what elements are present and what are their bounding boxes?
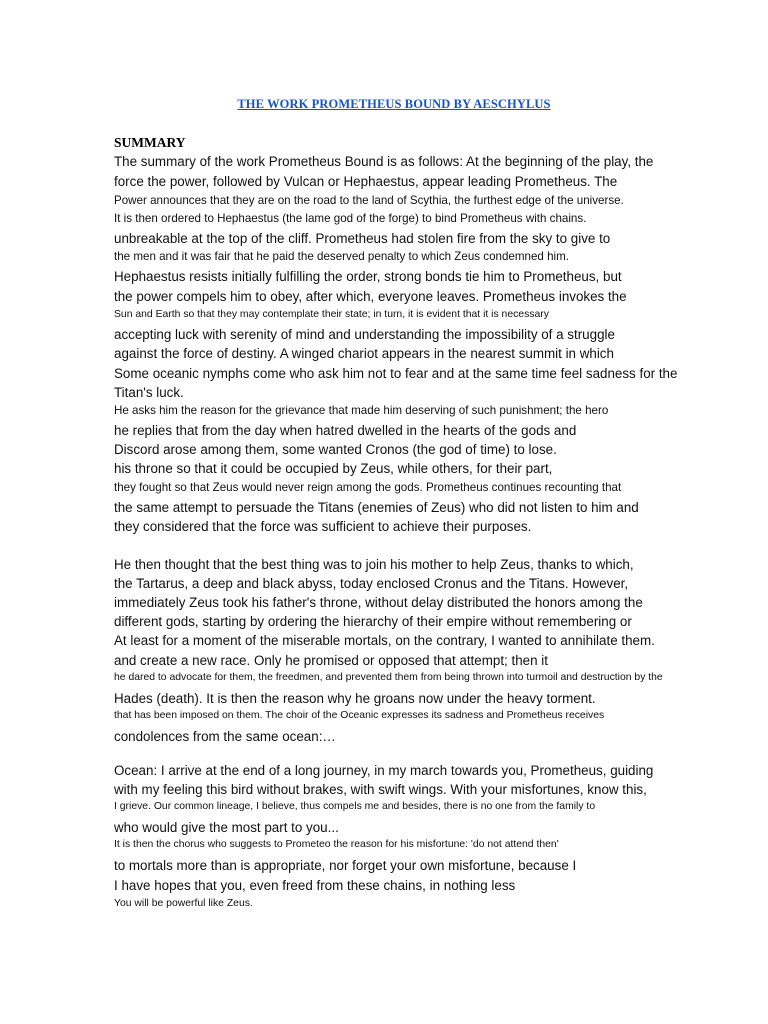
text-line: the Tartarus, a deep and black abyss, today enclosed Cronus and the Titans. However, — [114, 576, 629, 591]
text-line: The summary of the work Prometheus Bound is as follows: At the beginning of the play, the — [114, 154, 654, 169]
document-title[interactable]: THE WORK PROMETHEUS BOUND BY AESCHYLUS — [237, 97, 551, 111]
text-line: the power compels him to obey, after which, everyone leaves. Prometheus invokes the — [114, 289, 627, 304]
text-line: the men and it was fair that he paid the deserved penalty to which Zeus condemned him. — [114, 250, 569, 263]
text-line: Sun and Earth so that they may contemplate their state; in turn, it is evident that it is necessary — [114, 309, 549, 320]
text-line: against the force of destiny. A winged chariot appears in the nearest summit in which — [114, 346, 614, 361]
text-line: his throne so that it could be occupied by Zeus, while others, for their part, — [114, 461, 553, 476]
text-line: Ocean: I arrive at the end of a long journey, in my march towards you, Prometheus, guiding — [114, 763, 654, 778]
text-line: with my feeling this bird without brakes, with swift wings. With your misfortunes, know this, — [114, 782, 647, 797]
text-line: He asks him the reason for the grievance that made him deserving of such punishment; the hero — [114, 404, 609, 417]
text-line: different gods, starting by ordering the hierarchy of their empire without remembering or — [114, 614, 632, 629]
text-line: he dared to advocate for them, the freedmen, and prevented them from being thrown into turmoil and destruction by the — [114, 672, 663, 683]
text-line: accepting luck with serenity of mind and understanding the impossibility of a struggle — [114, 327, 615, 342]
text-line: force the power, followed by Vulcan or Hephaestus, appear leading Prometheus. The — [114, 174, 618, 189]
text-line: the same attempt to persuade the Titans (enemies of Zeus) who did not listen to him and — [114, 500, 639, 515]
text-line: to mortals more than is appropriate, nor forget your own misfortune, because I — [114, 858, 577, 873]
text-line: At least for a moment of the miserable mortals, on the contrary, I wanted to annihilate them. — [114, 633, 655, 648]
text-line: condolences from the same ocean:… — [114, 729, 336, 744]
text-line: He then thought that the best thing was to join his mother to help Zeus, thanks to which, — [114, 557, 634, 572]
text-line: I grieve. Our common lineage, I believe, thus compels me and besides, there is no one from the family to — [114, 801, 596, 812]
text-line: Titan's luck. — [114, 385, 184, 400]
text-line: It is then ordered to Hephaestus (the lame god of the forge) to bind Prometheus with chains. — [114, 212, 587, 225]
text-line: he replies that from the day when hatred dwelled in the hearts of the gods and — [114, 423, 577, 438]
text-line: immediately Zeus took his father's throne, without delay distributed the honors among the — [114, 595, 643, 610]
text-line: Discord arose among them, some wanted Cronos (the god of time) to lose. — [114, 442, 557, 457]
text-line: who would give the most part to you... — [114, 820, 339, 835]
text-line: I have hopes that you, even freed from these chains, in nothing less — [114, 878, 516, 893]
text-line: that has been imposed on them. The choir of the Oceanic expresses its sadness and Prometheus receives — [114, 710, 605, 721]
section-heading: SUMMARY — [114, 135, 186, 150]
text-line: Some oceanic nymphs come who ask him not to fear and at the same time feel sadness for the — [114, 366, 678, 381]
text-line: Power announces that they are on the road to the land of Scythia, the furthest edge of the universe. — [114, 194, 624, 207]
text-line: unbreakable at the top of the cliff. Prometheus had stolen fire from the sky to give to — [114, 231, 611, 246]
text-line: they considered that the force was sufficient to achieve their purposes. — [114, 519, 532, 534]
text-line: Hades (death). It is then the reason why he groans now under the heavy torment. — [114, 691, 596, 706]
text-line: they fought so that Zeus would never reign among the gods. Prometheus continues recounting that — [114, 481, 622, 494]
text-line: Hephaestus resists initially fulfilling the order, strong bonds tie him to Prometheus, but — [114, 269, 622, 284]
text-line: and create a new race. Only he promised or opposed that attempt; then it — [114, 653, 548, 668]
text-line: You will be powerful like Zeus. — [114, 898, 253, 909]
text-line: It is then the chorus who suggests to Prometeo the reason for his misfortune: 'do not attend then' — [114, 839, 559, 850]
